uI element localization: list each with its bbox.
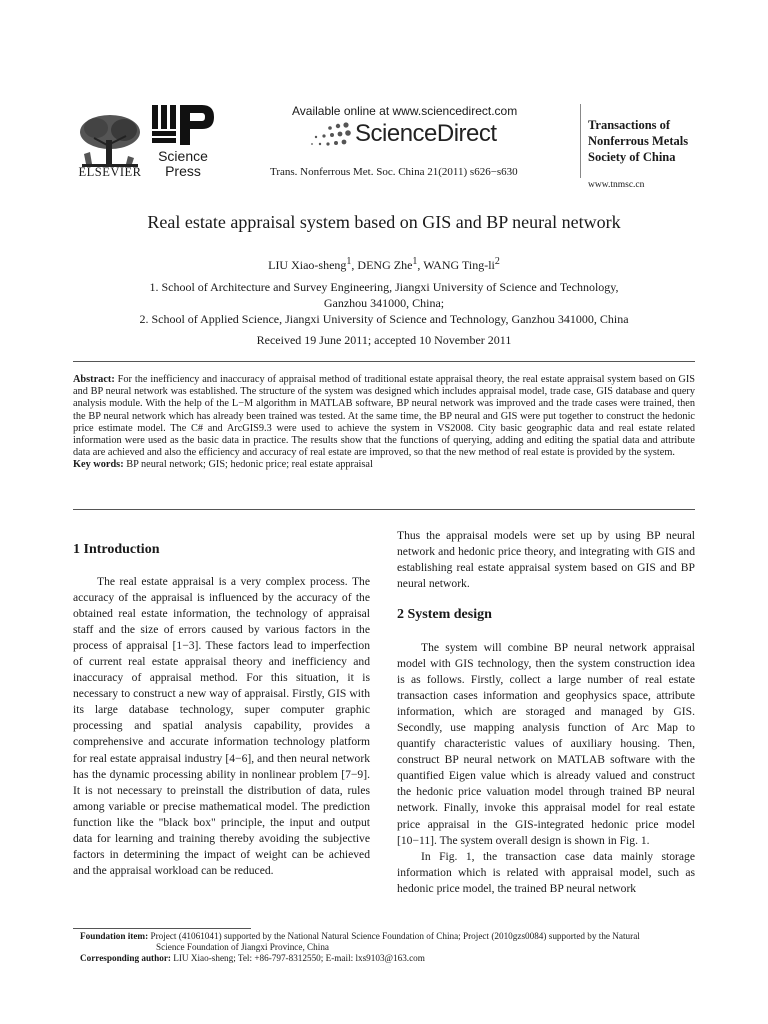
header-divider (580, 104, 581, 178)
abstract-bottom-rule (73, 509, 695, 510)
abstract-top-rule (73, 361, 695, 362)
author-list: LIU Xiao-sheng$^1$, DENG Zhe$^1$, WANG Ting-$li^2$ (268, 256, 500, 272)
foundation-text: Project (41061041) supported by the National Natural Science Foundation of China; Project (2010gzs0084) supported by the Natural (150, 931, 640, 941)
keywords-label: Key words: (73, 459, 124, 471)
right-column-intro (397, 528, 695, 592)
left-column (73, 574, 370, 879)
foundation-footnote (80, 931, 695, 953)
abstract-block (73, 374, 695, 472)
section-2-paragraph-1: The system will combine BP neural network appraisal model with GIS technology, then the system construction idea is as follows. Firstly, collect a large number of real estate transaction cases information and geophysics space, attribute information, which are storaged and managed by GIS. Secondly, use mapping analysis function of Arc Map to quantify characteristic values of auxiliary housing. Then, construct BP neural network on MATLAB software with the quantified Eigen value which is already valued and construct the hedonic price valuation model through trained BP neural network. Finally, invoke this appraisal model for real estate price appraisal in the GIS-integrated hedonic price model [10−11]. The system overall design is shown in Fig. 1. (397, 641, 695, 847)
abstract-label: Abstract: (73, 374, 115, 385)
affiliation-2: 2. School of Applied Science, Jiangxi University of Science and Technology, Ganzhou 341000, China (139, 312, 629, 326)
available-online-text: Available online at www.sciencedirect.com (292, 104, 518, 118)
section-1-heading: 1 Introduction (73, 542, 160, 557)
section-2-heading: 2 System design (397, 607, 492, 622)
sciencedirect-dots (304, 122, 354, 148)
affiliation-1b: Ganzhou 341000, China; (323, 296, 445, 310)
journal-url: www.tnmsc.cn (588, 180, 645, 190)
section-2-paragraph-2: In Fig. 1, the transaction case data mainly storage information which is related with appraisal model, such as hedonic price model, the trained BP neural network (397, 849, 695, 895)
foundation-label: Foundation item: (80, 931, 149, 941)
section-1-paragraph: The real estate appraisal is a very complex process. The accuracy of the appraisal is influenced by the accuracy of the obtained real estate information, the technology of appraisal staff and the size of errors caused by various factors in the process of appraisal [1−3]. These factors lead to imperfection of current real estate appraisal theory and inefficiency and inaccuracy of appraisal method. For this situation, it is necessary to construct a new way of appraisal. Firstly, GIS with its large database technology, super computer graphic processing and spatial analysis capability, provides a comprehensive and accurate information technology platform for real estate appraisal industry [4−6], and then neural network has the dynamic processing ability in nonlinear problem [7−9]. It is not necessary to preinstall the distribution of data, rules among variable or precise mathematical model. The prediction function like the "black box" principle, the input and output data for learning and training thereby avoiding the subjective factors in determining the impact of weight can be achieved and the appraisal workload can be reduced. (73, 575, 370, 877)
footnote-rule (73, 928, 251, 929)
affiliation-1a: 1. School of Architecture and Survey Engineering, Jiangxi University of Science and Technology, (149, 280, 619, 294)
journal-name: Transactions of Nonferrous Metals Society of China (588, 118, 689, 164)
journal-reference: Trans. Nonferrous Met. Soc. China 21(2011) s626−s630 (270, 166, 518, 178)
corresponding-label: Corresponding author: (80, 953, 171, 963)
article-title: Real estate appraisal system based on GIS and BP neural network (147, 212, 621, 232)
keywords-text: BP neural network; GIS; hedonic price; real estate appraisal (126, 459, 373, 471)
science-press-logo (152, 105, 214, 147)
abstract-text: For the inefficiency and inaccuracy of appraisal method of traditional estate appraisal theory, the real estate appraisal system based on GIS and BP neural network was established. The structure of the system was designed which includes appraisal model, trade case, GIS database and query analysis module. With the help of the L−M algorithm in MATLAB software, BP neural network was improved and the trade cases were trained, then the BP neural network which has already been trained was tested. At the same time, the BP neural and GIS were put together to construct the hedonic price estimate model. The C# and ArcGIS9.3 were used to achieve the system in VS2008. City basic geographic data and real estate related information were used as the basic data in practice. The results show that the functions of querying, adding and editing the spatial data and attribute data are achieved and also the efficiency and accuracy of real estate are improved, so that the new method of real estate is provided by the system. (73, 374, 695, 459)
section-1-paragraph-continued: Thus the appraisal models were set up by using BP neural network and hedonic price theory, and integrating with GIS and establishing real estate appraisal system based on GIS and BP neural network. (397, 529, 695, 591)
corresponding-text: LIU Xiao-sheng; Tel: +86-797-8312550; E-mail: lxs9103@163.com (173, 953, 425, 963)
elsevier-wordmark: ELSEVIER (78, 165, 142, 179)
sciencedirect-wordmark: ScienceDirect (355, 120, 497, 147)
science-press-wordmark: Science Press (158, 148, 208, 179)
corresponding-footnote (80, 953, 695, 964)
received-dates: Received 19 June 2011; accepted 10 November 2011 (256, 333, 512, 347)
foundation-text-continued: Science Foundation of Jiangxi Province, China (156, 942, 330, 952)
right-column-section-2 (397, 640, 695, 897)
